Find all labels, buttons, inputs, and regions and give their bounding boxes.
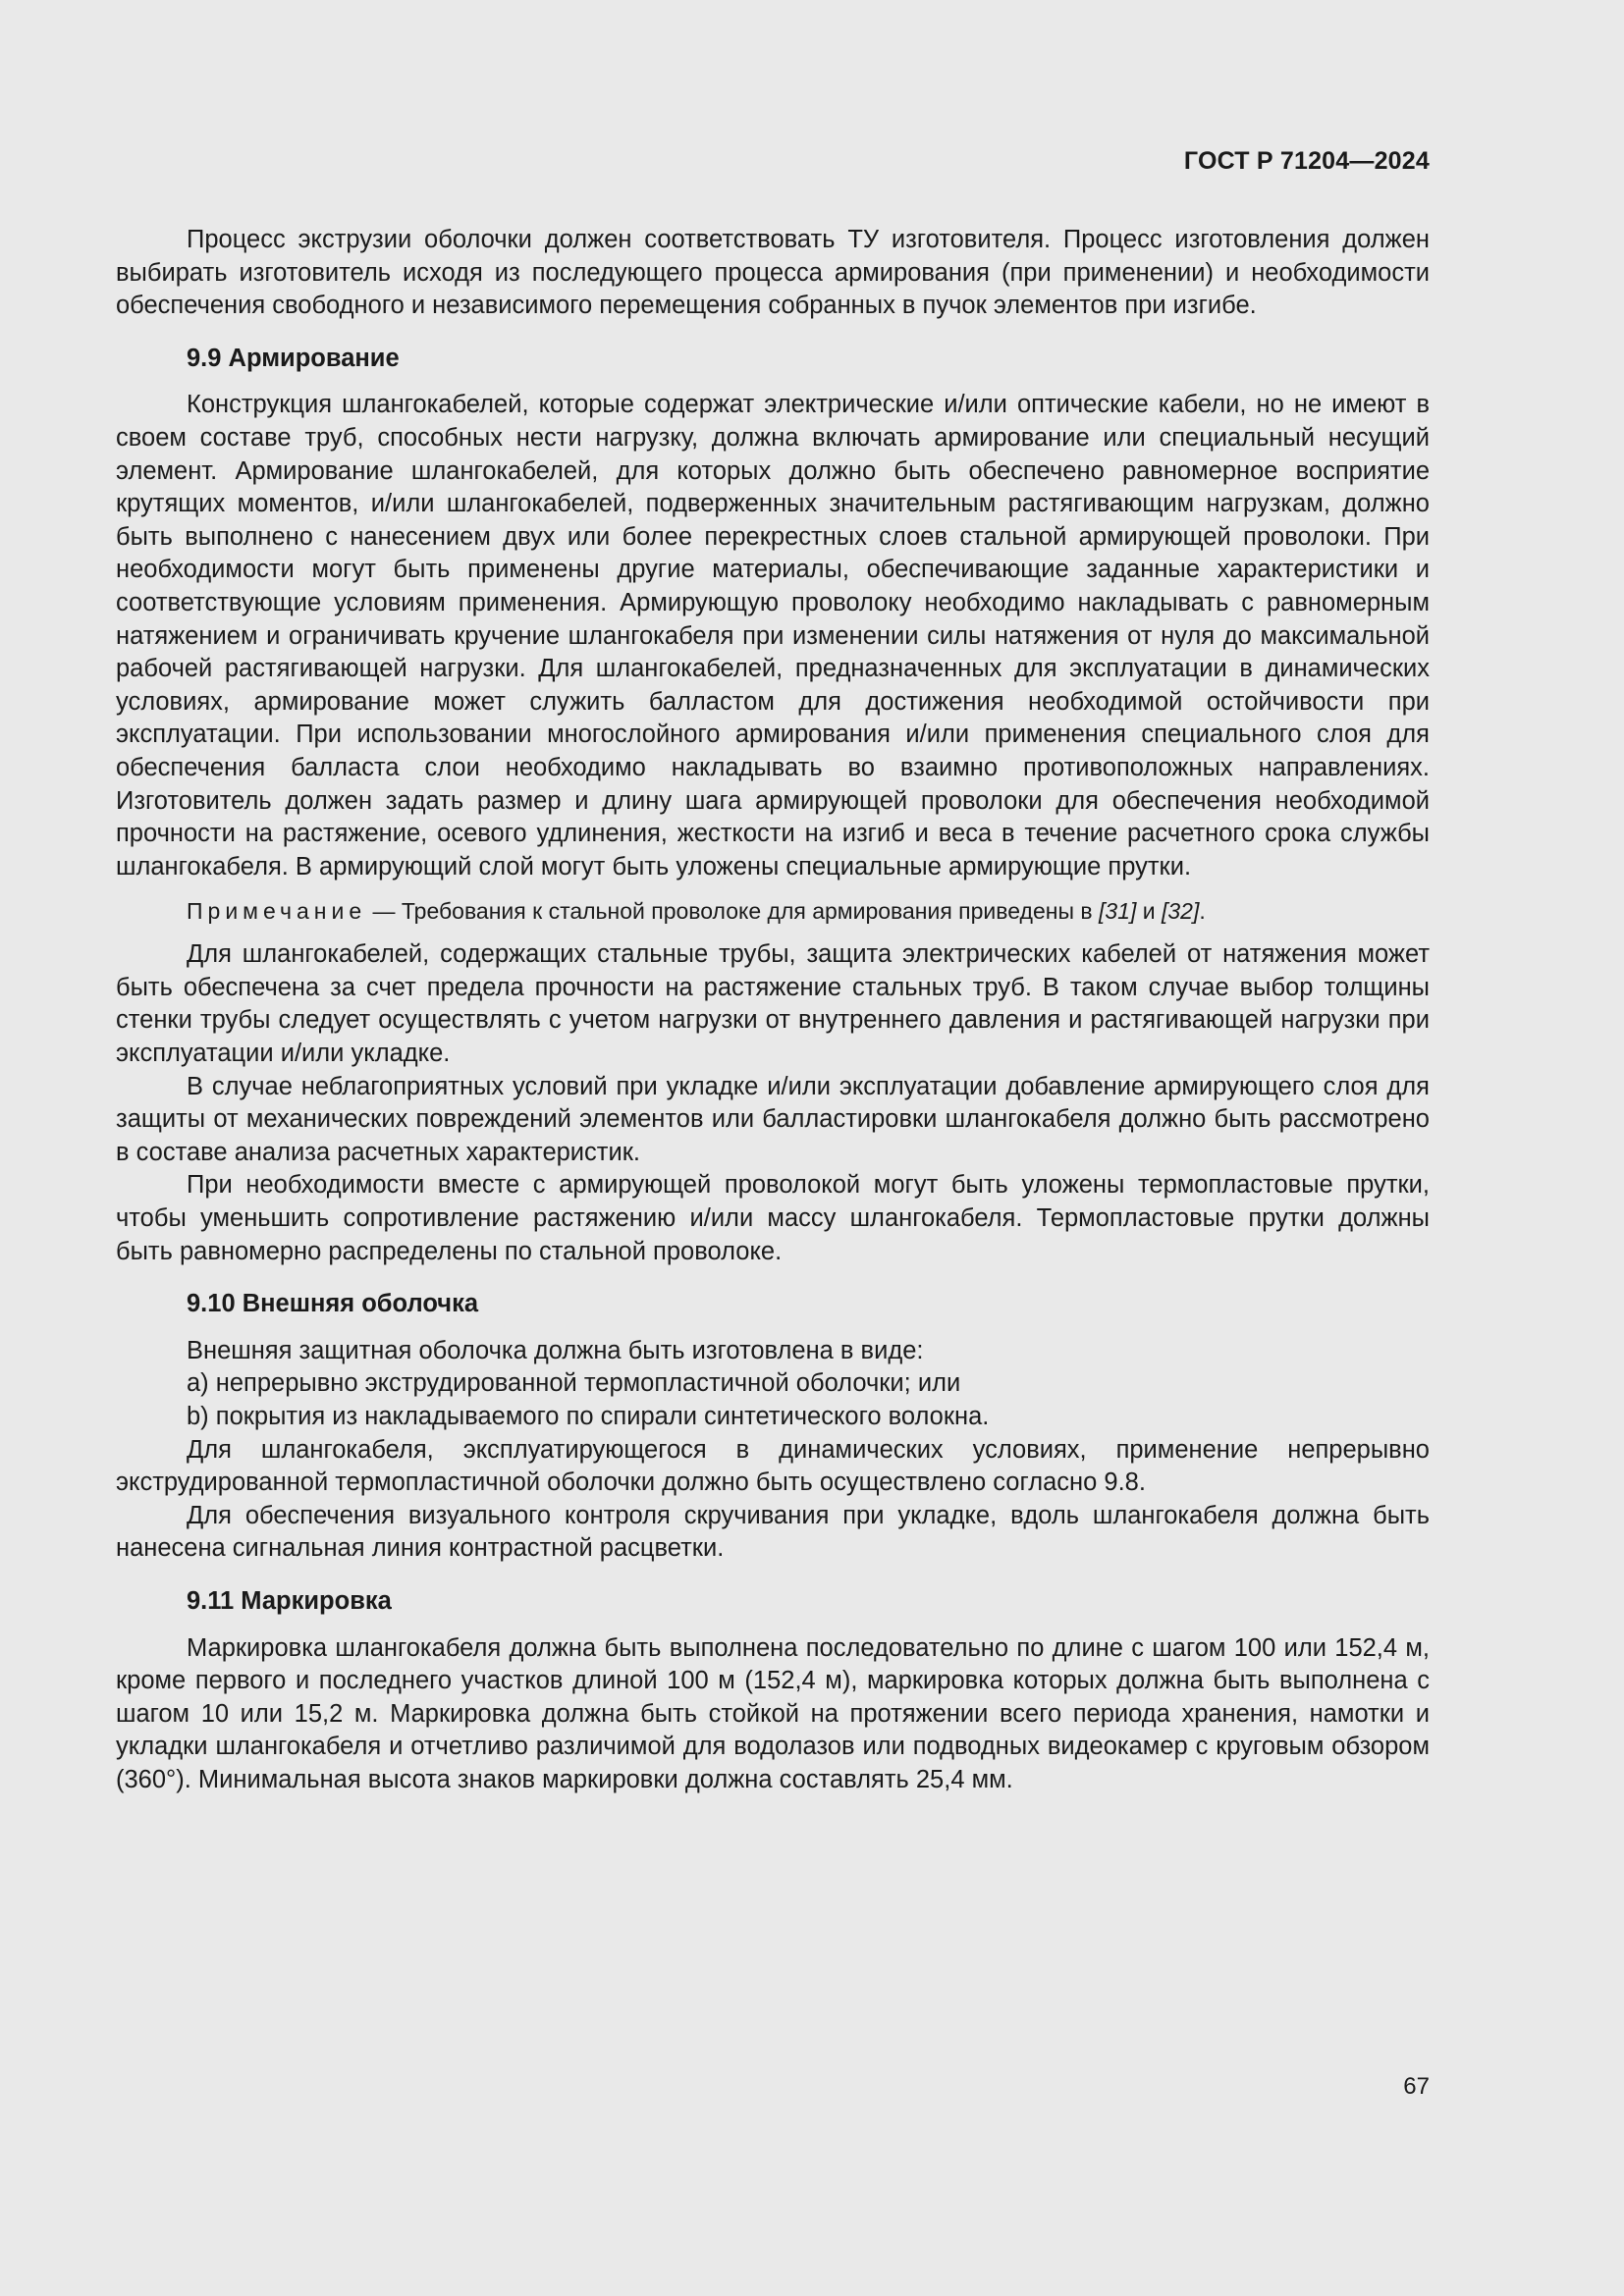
paragraph-steel-tubes: Для шлангокабелей, содержащих стальные трубы, защита электрических кабелей от натяжения может быть обеспечена за счет предела прочности на растяжение стальных труб. В таком случае выбор толщины стенки трубы следует осуществлять с учетом нагрузки от внутреннего давления и растягивающей нагрузки при эксплуатации и/или укладке. [116,940,1430,1068]
page-number: 67 [1403,2073,1430,2100]
paragraph-dynamic-conditions: Для шлангокабеля, эксплуатирующегося в динамических условиях, применение непрерывно экструдированной термопластичной оболочки должно быть осуществлено согласно 9.8. [116,1435,1430,1497]
section-heading-9-11: 9.11 Маркировка [187,1586,392,1615]
paragraph-outer-sheath-intro: Внешняя защитная оболочка должна быть изготовлена в виде: [187,1336,924,1364]
paragraph-extrusion: Процесс экструзии оболочки должен соответствовать ТУ изготовителя. Процесс изготовления должен выбирать изготовитель исходя из последующего процесса армирования (при применении) и необходимости обеспечения свободного и независимого перемещения собранных в пучок элементов при изгибе. [116,226,1430,320]
note-end: . [1199,898,1206,925]
list-item-b: b) покрытия из накладываемого по спирали синтетического волокна. [187,1403,990,1430]
section-heading-9-10: 9.10 Внешняя оболочка [187,1290,479,1318]
note-and: и [1136,898,1162,925]
paragraph-thermoplastic-rods: При необходимости вместе с армирующей проволокой могут быть уложены термопластовые прутки, чтобы уменьшить сопротивление растяжению и/или массу шлангокабеля. Термопластовые прутки должны быть равномерно распределены по стальной проволоке. [116,1171,1430,1265]
list-item-a: а) непрерывно экструдированной термопластичной оболочки; или [187,1369,961,1398]
note-text: Требования к стальной проволоке для армирования приведены в [401,898,1099,925]
document-code: ГОСТ Р 71204—2024 [1183,147,1430,175]
note [187,895,1430,927]
page-content [116,224,1430,1797]
note-label: Примечание [187,898,367,925]
paragraph-signal-line: Для обеспечения визуального контроля скручивания при укладке, вдоль шлангокабеля должна быть нанесена сигнальная линия контрастной расцветки. [116,1501,1430,1563]
note-dash: — [366,898,402,925]
paragraph-reinforcement-main: Конструкция шлангокабелей, которые содержат электрические и/или оптические кабели, но не имеют в своем составе труб, способных нести нагрузку, должна включать армирование или специальный несущий элемент. Армирование шлангокабелей, для которых должно быть обеспечено равномерное восприятие крутящих моментов, и/или шлангокабелей, подверженных значительным растягивающим нагрузкам, должно быть выполнено с нанесением двух или более перекрестных слоев стальной армирующей проволоки. При необходимости могут быть применены другие материалы, обеспечивающие заданные характеристики и соответствующие условиям применения. Армирующую проволоку необходимо накладывать с равномерным натяжением и ограничивать кручение шлангокабеля при изменении силы натяжения от нуля до максимальной рабочей растягивающей нагрузки. Для шлангокабелей, предназначенных для эксплуатации в динамических условиях, армирование может служить балластом для достижения необходимой остойчивости при эксплуатации. При использовании многослойного армирования и/или применения специального слоя для обеспечения балласта слои необходимо накладывать во взаимно противоположных направлениях. Изготовитель должен задать размер и длину шага армирующей проволоки для обеспечения необходимой прочности на растяжение, осевого удлинения, жесткости на изгиб и веса в течение расчетного срока службы шлангокабеля. В армирующий слой могут быть уложены специальные армирующие прутки. [116,391,1430,881]
section-heading-9-9: 9.9 Армирование [187,344,400,372]
paragraph-adverse-conditions: В случае неблагоприятных условий при укладке и/или эксплуатации добавление армирующего слоя для защиты от механических повреждений элементов или балластировки шлангокабеля должно быть рассмотрено в составе анализа расчетных характеристик. [116,1072,1430,1166]
paragraph-marking: Маркировка шлангокабеля должна быть выполнена последовательно по длине с шагом 100 или 152,4 м, кроме первого и последнего участков длиной 100 м (152,4 м), маркировка которых должна быть выполнена с шагом 10 или 15,2 м. Маркировка должна быть стойкой на протяжении всего периода хранения, намотки и укладки шлангокабеля и отчетливо различимой для водолазов или подводных видеокамер с круговым обзором (360°). Минимальная высота знаков маркировки должна составлять 25,4 мм. [116,1633,1430,1793]
note-reference-31: [31] [1098,898,1137,925]
note-reference-32: [32] [1161,898,1200,925]
